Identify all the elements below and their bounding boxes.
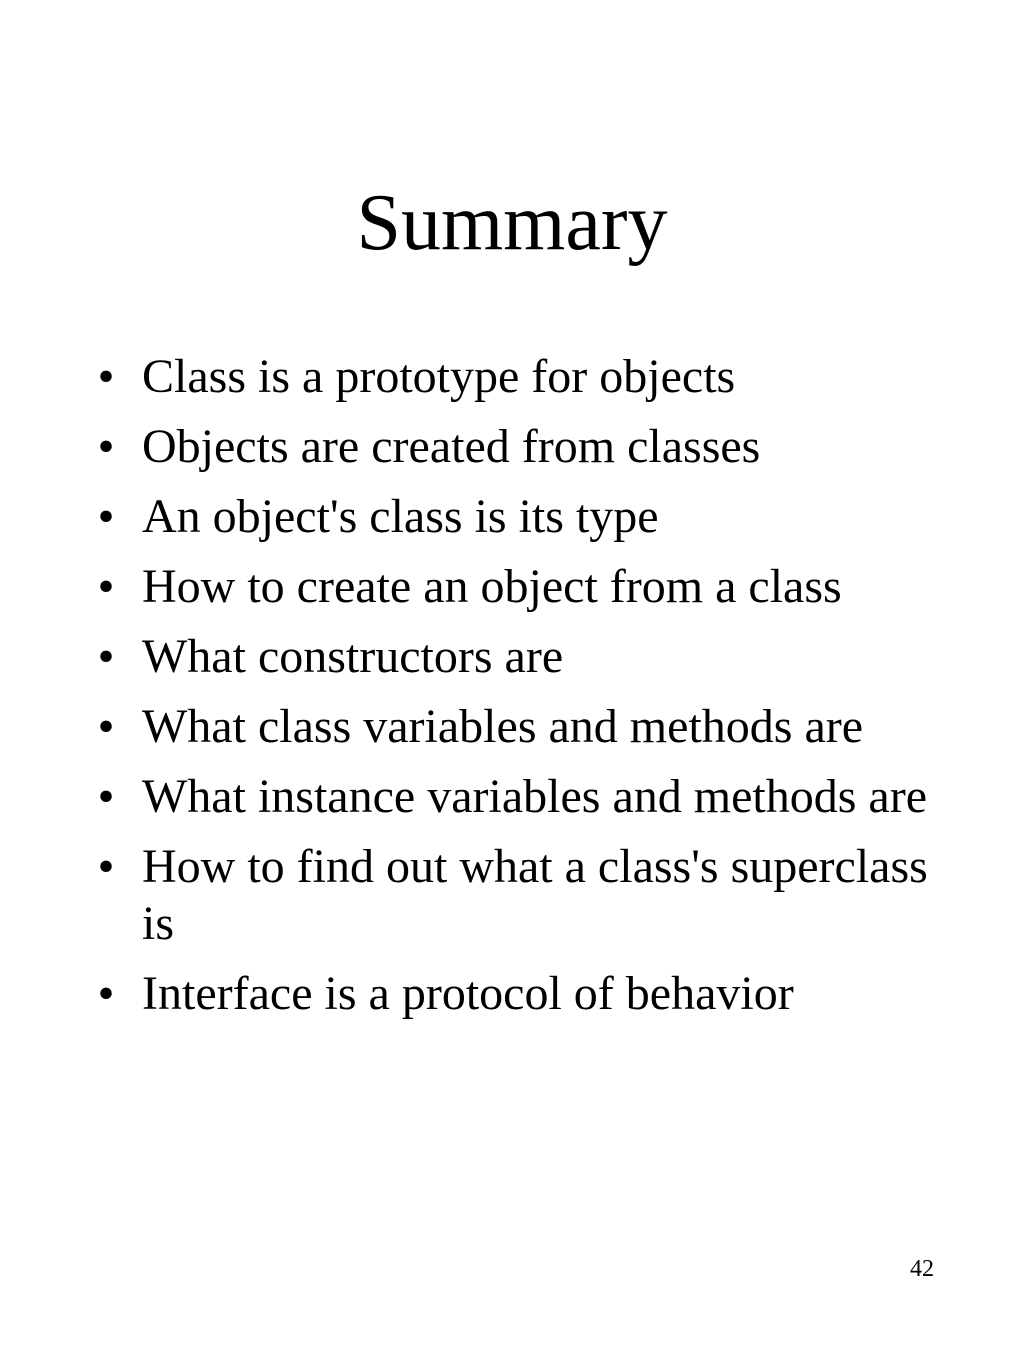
- bullet-icon: •: [97, 770, 115, 823]
- list-item: [86, 698, 946, 755]
- bullet-icon: •: [97, 967, 115, 1020]
- bullet-text: What instance variables and methods are: [142, 770, 928, 823]
- bullet-text: How to create an object from a class: [142, 560, 842, 613]
- bullet-icon: •: [97, 560, 115, 613]
- bullet-text: Objects are created from classes: [142, 420, 761, 473]
- bullet-text: How to find out what a class's superclass is: [142, 840, 928, 950]
- slide-title: Summary: [356, 179, 668, 267]
- list-item: [86, 768, 946, 825]
- bullet-text: An object's class is its type: [142, 490, 659, 543]
- bullet-icon: •: [97, 420, 115, 473]
- list-item: [86, 488, 946, 545]
- list-item: [86, 628, 946, 685]
- bullet-icon: •: [97, 350, 115, 403]
- list-item: [86, 348, 946, 405]
- list-item: [86, 965, 946, 1022]
- bullet-text: What class variables and methods are: [142, 700, 864, 753]
- bullet-icon: •: [97, 630, 115, 683]
- bullet-list: [86, 348, 946, 1035]
- page-number: 42: [910, 1256, 934, 1282]
- bullet-icon: •: [97, 700, 115, 753]
- list-item: [86, 418, 946, 475]
- bullet-icon: •: [97, 490, 115, 543]
- list-item: [86, 838, 946, 952]
- bullet-text: Class is a prototype for objects: [142, 350, 736, 403]
- bullet-text: What constructors are: [142, 630, 564, 683]
- bullet-text: Interface is a protocol of behavior: [142, 967, 794, 1020]
- list-item: [86, 558, 946, 615]
- bullet-icon: •: [97, 840, 115, 893]
